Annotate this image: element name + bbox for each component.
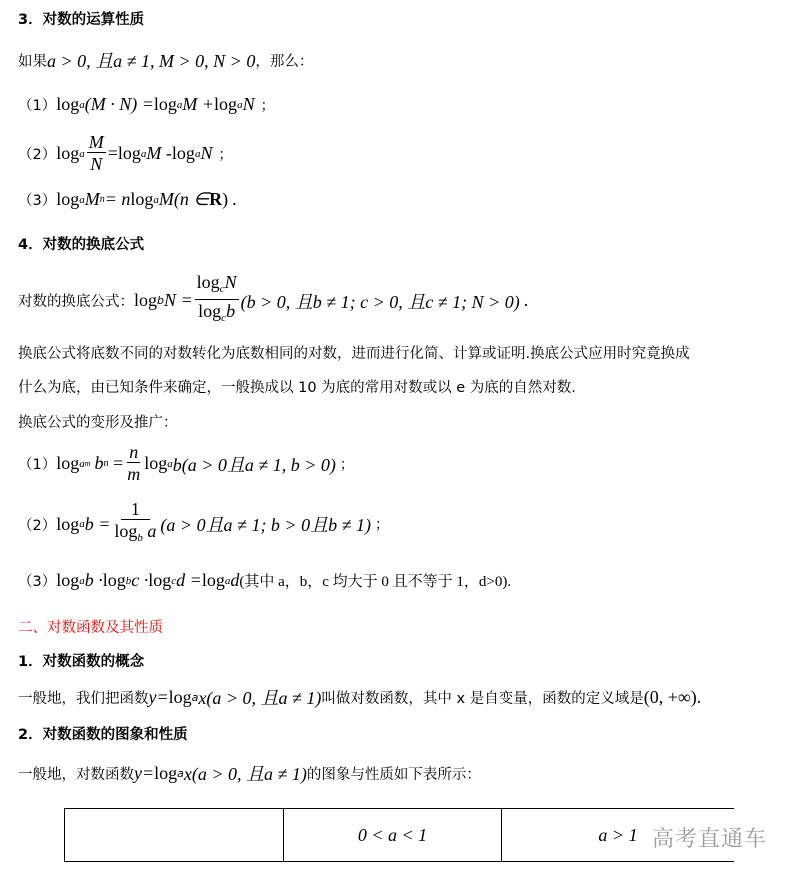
math-fragment: (0, +∞) [643, 686, 697, 707]
math-fragment: 一般地，对数函数 [18, 766, 134, 783]
extension-3 [18, 570, 511, 591]
math: a > 0, 且a ≠ 1, M > 0, N > 0 [47, 51, 256, 71]
math-fragment: log [56, 453, 80, 473]
math-fragment: log [198, 301, 222, 321]
fraction [125, 442, 142, 485]
math-fragment [112, 520, 158, 549]
math-fragment: R [209, 189, 223, 209]
math-fragment: ； [374, 518, 389, 533]
math-fragment: 的图象与性质如下表所示： [306, 766, 481, 783]
math-fragment: . [696, 686, 702, 707]
math-fragment [196, 300, 237, 329]
math-fragment: log [56, 143, 80, 163]
condition-line [18, 47, 313, 73]
subscript: a [224, 574, 231, 587]
math-fragment: 对数的换底公式： [18, 294, 134, 310]
math-fragment: （3） [18, 193, 57, 209]
math-fragment: n [129, 442, 139, 462]
fraction [195, 272, 239, 329]
math-fragment: (其中 a，b，c 均大于 0 且不等于 1，d>0). [239, 574, 512, 590]
subscript: a [153, 193, 159, 206]
subscript: a [79, 98, 85, 111]
math-fragment: M [88, 132, 104, 152]
table-cell: a > 1 [502, 809, 735, 862]
math-fragment: M(n ∈ [158, 189, 210, 209]
superscript: n [103, 458, 109, 469]
math-fragment: log [214, 94, 238, 114]
math-fragment: ； [339, 457, 354, 473]
math-fragment: d = [176, 570, 202, 590]
math-fragment: 叫做对数函数，其中 x 是自变量，函数的定义域是 [321, 690, 644, 707]
math-fragment: ； [218, 147, 233, 163]
property-1 [18, 94, 275, 115]
fraction [87, 132, 106, 175]
subscript: a [79, 574, 85, 587]
math-fragment: M - [146, 143, 172, 163]
superscript: n [99, 194, 105, 205]
text: ，那么： [255, 53, 314, 70]
property-3 [18, 189, 237, 210]
math-fragment: M [84, 189, 100, 209]
table-cell [65, 809, 284, 862]
paragraph-line-2: 什么为底，由已知条件来确定，一般换成以 10 为底的常用对数或以 e 为底的自然对数. [18, 380, 576, 396]
table-cell: 0 < a < 1 [284, 809, 502, 862]
heading-log-function-concept: 1．对数函数的概念 [18, 654, 145, 670]
math-fragment: log [114, 521, 138, 541]
section-heading-log-functions: 二、对数函数及其性质 [18, 620, 163, 636]
heading-change-of-base: 4．对数的换底公式 [18, 237, 145, 253]
math-fragment: = n [104, 189, 131, 209]
math-fragment: y= [148, 686, 169, 707]
math-fragment: log [134, 290, 158, 310]
math-fragment: log [154, 762, 178, 783]
math-fragment: log [168, 686, 192, 707]
math-fragment: m [127, 464, 141, 484]
math-fragment: a [147, 521, 157, 541]
extension-heading: 换底公式的变形及推广： [18, 415, 178, 431]
fraction [112, 499, 158, 549]
math-fragment: x(a > 0, 且a ≠ 1) [198, 688, 322, 708]
math-fragment: N [224, 272, 237, 292]
subscript: a [194, 147, 201, 160]
math-fragment: y= [134, 762, 155, 783]
subscript: a [176, 98, 183, 111]
math-fragment [65, 809, 735, 862]
math-fragment: ) [222, 189, 229, 209]
math-fragment: log [153, 94, 177, 114]
subscript: a [177, 766, 184, 780]
change-of-base-formula [18, 272, 528, 329]
properties-table [64, 808, 734, 862]
math-fragment: （1） [18, 457, 57, 473]
math-fragment: (b > 0, 且b ≠ 1; c > 0, 且c ≠ 1; N > 0) [240, 291, 520, 312]
math-fragment: b · [84, 570, 103, 590]
math-fragment: log [171, 143, 195, 163]
log: log [56, 94, 80, 114]
subscript: c [219, 283, 225, 295]
heading-graph-properties: 2．对数函数的图象和性质 [18, 727, 188, 743]
extension-2 [18, 499, 389, 549]
subscript: a [140, 147, 147, 160]
heading-log-properties: 3．对数的运算性质 [18, 12, 145, 28]
math-fragment: b(a > 0且a ≠ 1, b > 0) [172, 454, 336, 475]
superscript: m [84, 459, 91, 468]
math-fragment: log [56, 570, 80, 590]
subscript: a [79, 518, 85, 530]
subscript: b [137, 532, 143, 544]
text: 如果 [18, 53, 47, 70]
math-fragment: log [56, 189, 80, 209]
math-fragment: d [230, 570, 240, 590]
subscript: a [79, 193, 85, 206]
math-fragment: b [94, 453, 104, 473]
extension-1 [18, 442, 354, 485]
math-fragment: = [107, 143, 118, 163]
math-fragment: 1 [121, 499, 150, 520]
watermark: 高考直通车 [652, 827, 768, 852]
subscript: a [237, 98, 243, 111]
subscript: a [191, 690, 199, 704]
math-fragment: N = [164, 290, 193, 310]
math-fragment: b = [84, 513, 111, 534]
subscript: c [221, 312, 227, 324]
graph-intro-line [18, 760, 481, 786]
property-2 [18, 132, 232, 175]
math-fragment: log [56, 513, 80, 534]
math-fragment: log [117, 143, 141, 163]
math-fragment: N [200, 143, 213, 163]
math-fragment: N [242, 94, 255, 114]
math-fragment: （2） [18, 517, 57, 534]
math-fragment: log [102, 570, 126, 590]
subscript: a [167, 457, 173, 470]
math-fragment: N [90, 154, 103, 174]
math-fragment: = [108, 453, 124, 473]
subscript: b [157, 294, 164, 307]
math-fragment: log [201, 570, 225, 590]
subscript: c [171, 574, 177, 587]
math-fragment: log [130, 189, 154, 209]
subscript: a [79, 457, 85, 470]
math-fragment [195, 272, 239, 300]
math-fragment: c · [131, 570, 149, 590]
math-fragment: log [196, 272, 220, 292]
math-fragment: b [226, 301, 236, 321]
label: （1） [18, 98, 57, 114]
paragraph-line-1: 换底公式将底数不同的对数转化为底数相同的对数，进而进行化简、计算或证明.换底公式应用时究竟换成 [18, 346, 690, 362]
math-fragment: (a > 0且a ≠ 1; b > 0且b ≠ 1) [160, 515, 371, 535]
concept-line [18, 684, 701, 710]
math-fragment: ； [260, 98, 275, 114]
math-fragment: x(a > 0, 且a ≠ 1) [183, 764, 307, 784]
math-fragment: log [144, 453, 168, 473]
math-fragment: （2） [18, 147, 57, 163]
math-fragment: M + [182, 94, 215, 114]
subscript: a [79, 147, 85, 160]
math-fragment: . [523, 290, 529, 310]
table-header-row [65, 809, 735, 862]
math-fragment: 一般地，我们把函数 [18, 690, 149, 707]
math-fragment: log [148, 570, 172, 590]
math-fragment: . [232, 189, 237, 209]
subscript: b [125, 574, 132, 587]
math-fragment: （3） [18, 574, 57, 590]
math: (M · N) = [84, 94, 154, 114]
